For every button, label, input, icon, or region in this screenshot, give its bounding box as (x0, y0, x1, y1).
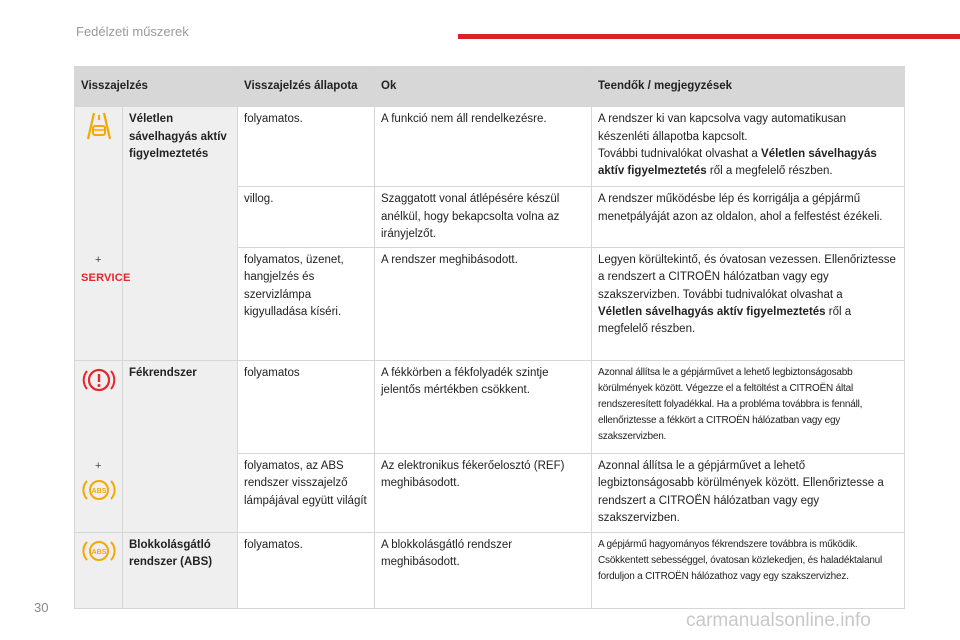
state-cell: villog. (238, 187, 375, 248)
column-header-actions: Teendők / megjegyzések (592, 67, 905, 107)
indicator-name-brake: Fékrendszer (123, 361, 238, 533)
plus-sign: + (95, 253, 102, 266)
warning-lights-table (74, 66, 905, 609)
plus-sign: + (95, 459, 102, 472)
cause-cell: A fékkörben a fékfolyadék szintje jelentős mértékben csökkent. (375, 361, 592, 454)
action-reference: Véletlen sávelhagyás aktív figyelmeztetés (598, 305, 826, 318)
cause-cell: A funkció nem áll rendelkezésre. (375, 107, 592, 187)
column-header-cause: Ok (375, 67, 592, 107)
action-text: ről a megfelelő részben. (706, 165, 833, 177)
state-cell: folyamatos. (238, 107, 375, 187)
table-header-row (75, 67, 905, 107)
svg-text:ABS: ABS (91, 549, 106, 556)
action-cell (592, 248, 905, 361)
lane-departure-icon (84, 134, 114, 146)
cause-cell: A rendszer meghibásodott. (375, 248, 592, 361)
page-header-title: Fedélzeti műszerek (76, 24, 189, 39)
brake-warning-icon (82, 386, 116, 398)
icon-cell (75, 187, 123, 248)
action-text: Legyen körültekintő, és óvatosan vezessen. Ellenőriztesse a rendszert a CITROËN hálózatban vagy egy szakszervizben. További tudnivalókat olvashat a (598, 254, 896, 301)
cause-cell: Az elektronikus fékerőelosztó (REF) meghibásodott. (375, 454, 592, 533)
table-row (75, 533, 905, 609)
action-cell: Azonnal állítsa le a gépjárművet a lehető legbiztonságosabb körülmények között. Végezze el a feltöltést a CITROËN által rendszeresített folyadékkal. Ha a probléma továbbra is fennáll, ellenőriztesse a fékkört a CITROËN hálózatban vagy egy szakszervizben. (592, 361, 905, 454)
action-cell (592, 107, 905, 187)
icon-cell (75, 361, 123, 454)
service-icon: SERVICE (81, 272, 131, 284)
watermark: carmanualsonline.info (686, 610, 871, 631)
table-row (75, 361, 905, 454)
cause-cell: Szaggatott vonal átlépésére készül anélkül, hogy bekapcsolta volna az irányjelzőt. (375, 187, 592, 248)
action-text: További tudnivalókat olvashat a (598, 147, 762, 160)
action-reference: Véletlen sávelhagyás aktív figyelmeztetés (598, 147, 877, 177)
page-number: 30 (34, 600, 49, 615)
icon-cell (75, 248, 131, 361)
state-cell: folyamatos, üzenet, hangjelzés és szervizlámpa kigyulladása kíséri. (238, 248, 375, 361)
indicator-name-abs: Blokkolásgátló rendszer (ABS) (123, 533, 238, 609)
column-header-indicator: Visszajelzés (75, 67, 238, 107)
action-text: A rendszer ki van kapcsolva vagy automatikusan készenléti állapotba kapcsolt. (598, 113, 847, 143)
icon-cell (75, 533, 123, 609)
svg-text:ABS: ABS (91, 488, 106, 495)
abs-icon (82, 549, 116, 568)
state-cell: folyamatos (238, 361, 375, 454)
cause-cell: A blokkolásgátló rendszer meghibásodott. (375, 533, 592, 609)
state-cell: folyamatos. (238, 533, 375, 609)
action-cell: A gépjármű hagyományos fékrendszere továbbra is működik. Csökkentett sebességgel, óvatosan közlekedjen, és haladéktalanul forduljon a CITROËN hálózathoz vagy egy szakszervizhez. (592, 533, 905, 609)
action-cell: A rendszer működésbe lép és korrigálja a gépjármű menetpályáját azon az oldalon, ahol a felfestést ézékeli. (592, 187, 905, 248)
table-row (75, 107, 905, 187)
icon-cell (75, 107, 123, 187)
action-cell: Azonnal állítsa le a gépjárművet a lehető legbiztonságosabb körülmények között. Ellenőriztesse a rendszert a CITROËN hálózatban vagy egy szakszervizben. (592, 454, 905, 533)
header-accent-bar (458, 34, 960, 39)
action-text: ről a megfelelő részben. (598, 305, 852, 335)
abs-icon (82, 488, 116, 507)
icon-cell (75, 454, 123, 533)
indicator-name-lane-departure: Véletlen sávelhagyás aktív figyelmeztetés (123, 107, 238, 361)
state-cell: folyamatos, az ABS rendszer visszajelző lámpájával együtt világít (238, 454, 375, 533)
column-header-state: Visszajelzés állapota (238, 67, 375, 107)
